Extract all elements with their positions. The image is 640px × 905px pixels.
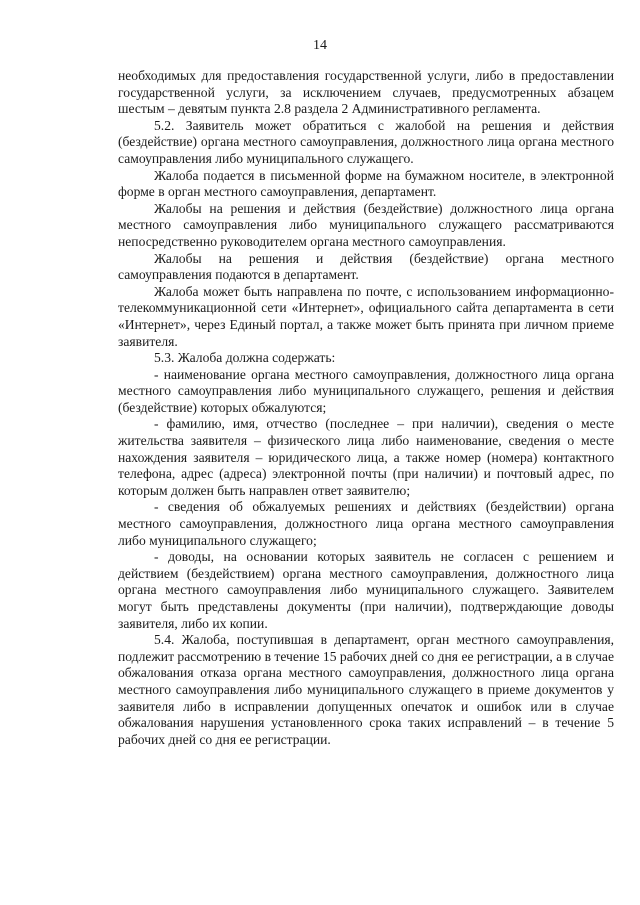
paragraph: 5.4. Жалоба, поступившая в департамент, орган местного самоуправления, подлежит рассмотрению в течение 15 рабочих дней со дня ее регистрации, а в случае обжалования отказа органа местного самоуправления, должностного лица органа местного самоуправления либо муниципального служащего в приеме документов у заявителя либо в исправлении допущенных опечаток и ошибок или в случае обжалования нарушения установленного срока таких исправлений – в течение 5 рабочих дней со дня ее регистрации. [118,632,614,747]
document-body [118,68,614,748]
page-number: 14 [313,38,327,53]
paragraph: - доводы, на основании которых заявитель не согласен с решением и действием (бездействием) органа местного самоуправления, должностного лица органа местного самоуправления либо муниципального служащего. Заявителем могут быть представлены документы (при наличии), подтверждающие доводы заявителя, либо их копии. [118,549,614,631]
paragraph: Жалобы на решения и действия (бездействие) должностного лица органа местного самоуправления либо муниципального служащего рассматриваются непосредственно руководителем органа местного самоуправления. [118,200,614,249]
paragraph: - сведения об обжалуемых решениях и действиях (бездействии) органа местного самоуправления, должностного лица органа местного самоуправления либо муниципального служащего; [118,499,614,548]
paragraph: необходимых для предоставления государственной услуги, либо в предоставлении государственной услуги, за исключением случаев, предусмотренных абзацем шестым – девятым пункта 2.8 раздела 2 Административного регламента. [118,68,614,117]
paragraph: Жалоба подается в письменной форме на бумажном носителе, в электронной форме в орган местного самоуправления, департамент. [118,167,614,200]
paragraph: - фамилию, имя, отчество (последнее – при наличии), сведения о месте жительства заявителя – физического лица либо наименование, сведения о месте нахождения заявителя – юридического лица, а также номер (номера) контактного телефона, адрес (адреса) электронной почты (при наличии) и почтовый адрес, по которым должен быть направлен ответ заявителю; [118,416,614,498]
paragraph: Жалобы на решения и действия (бездействие) органа местного самоуправления подаются в департамент. [118,250,614,283]
paragraph: 5.3. Жалоба должна содержать: [154,350,336,366]
paragraph: 5.2. Заявитель может обратиться с жалобой на решения и действия (бездействие) органа местного самоуправления, должностного лица органа местного самоуправления либо муниципального служащего. [118,117,614,166]
paragraph: - наименование органа местного самоуправления, должностного лица органа местного самоуправления либо муниципального служащего, решения и действия (бездействие) которых обжалуются; [118,366,614,415]
paragraph: Жалоба может быть направлена по почте, с использованием информационно-телекоммуникационной сети «Интернет», официального сайта департамента в сети «Интернет», через Единый портал, а также может быть принята при личном приеме заявителя. [118,283,614,349]
